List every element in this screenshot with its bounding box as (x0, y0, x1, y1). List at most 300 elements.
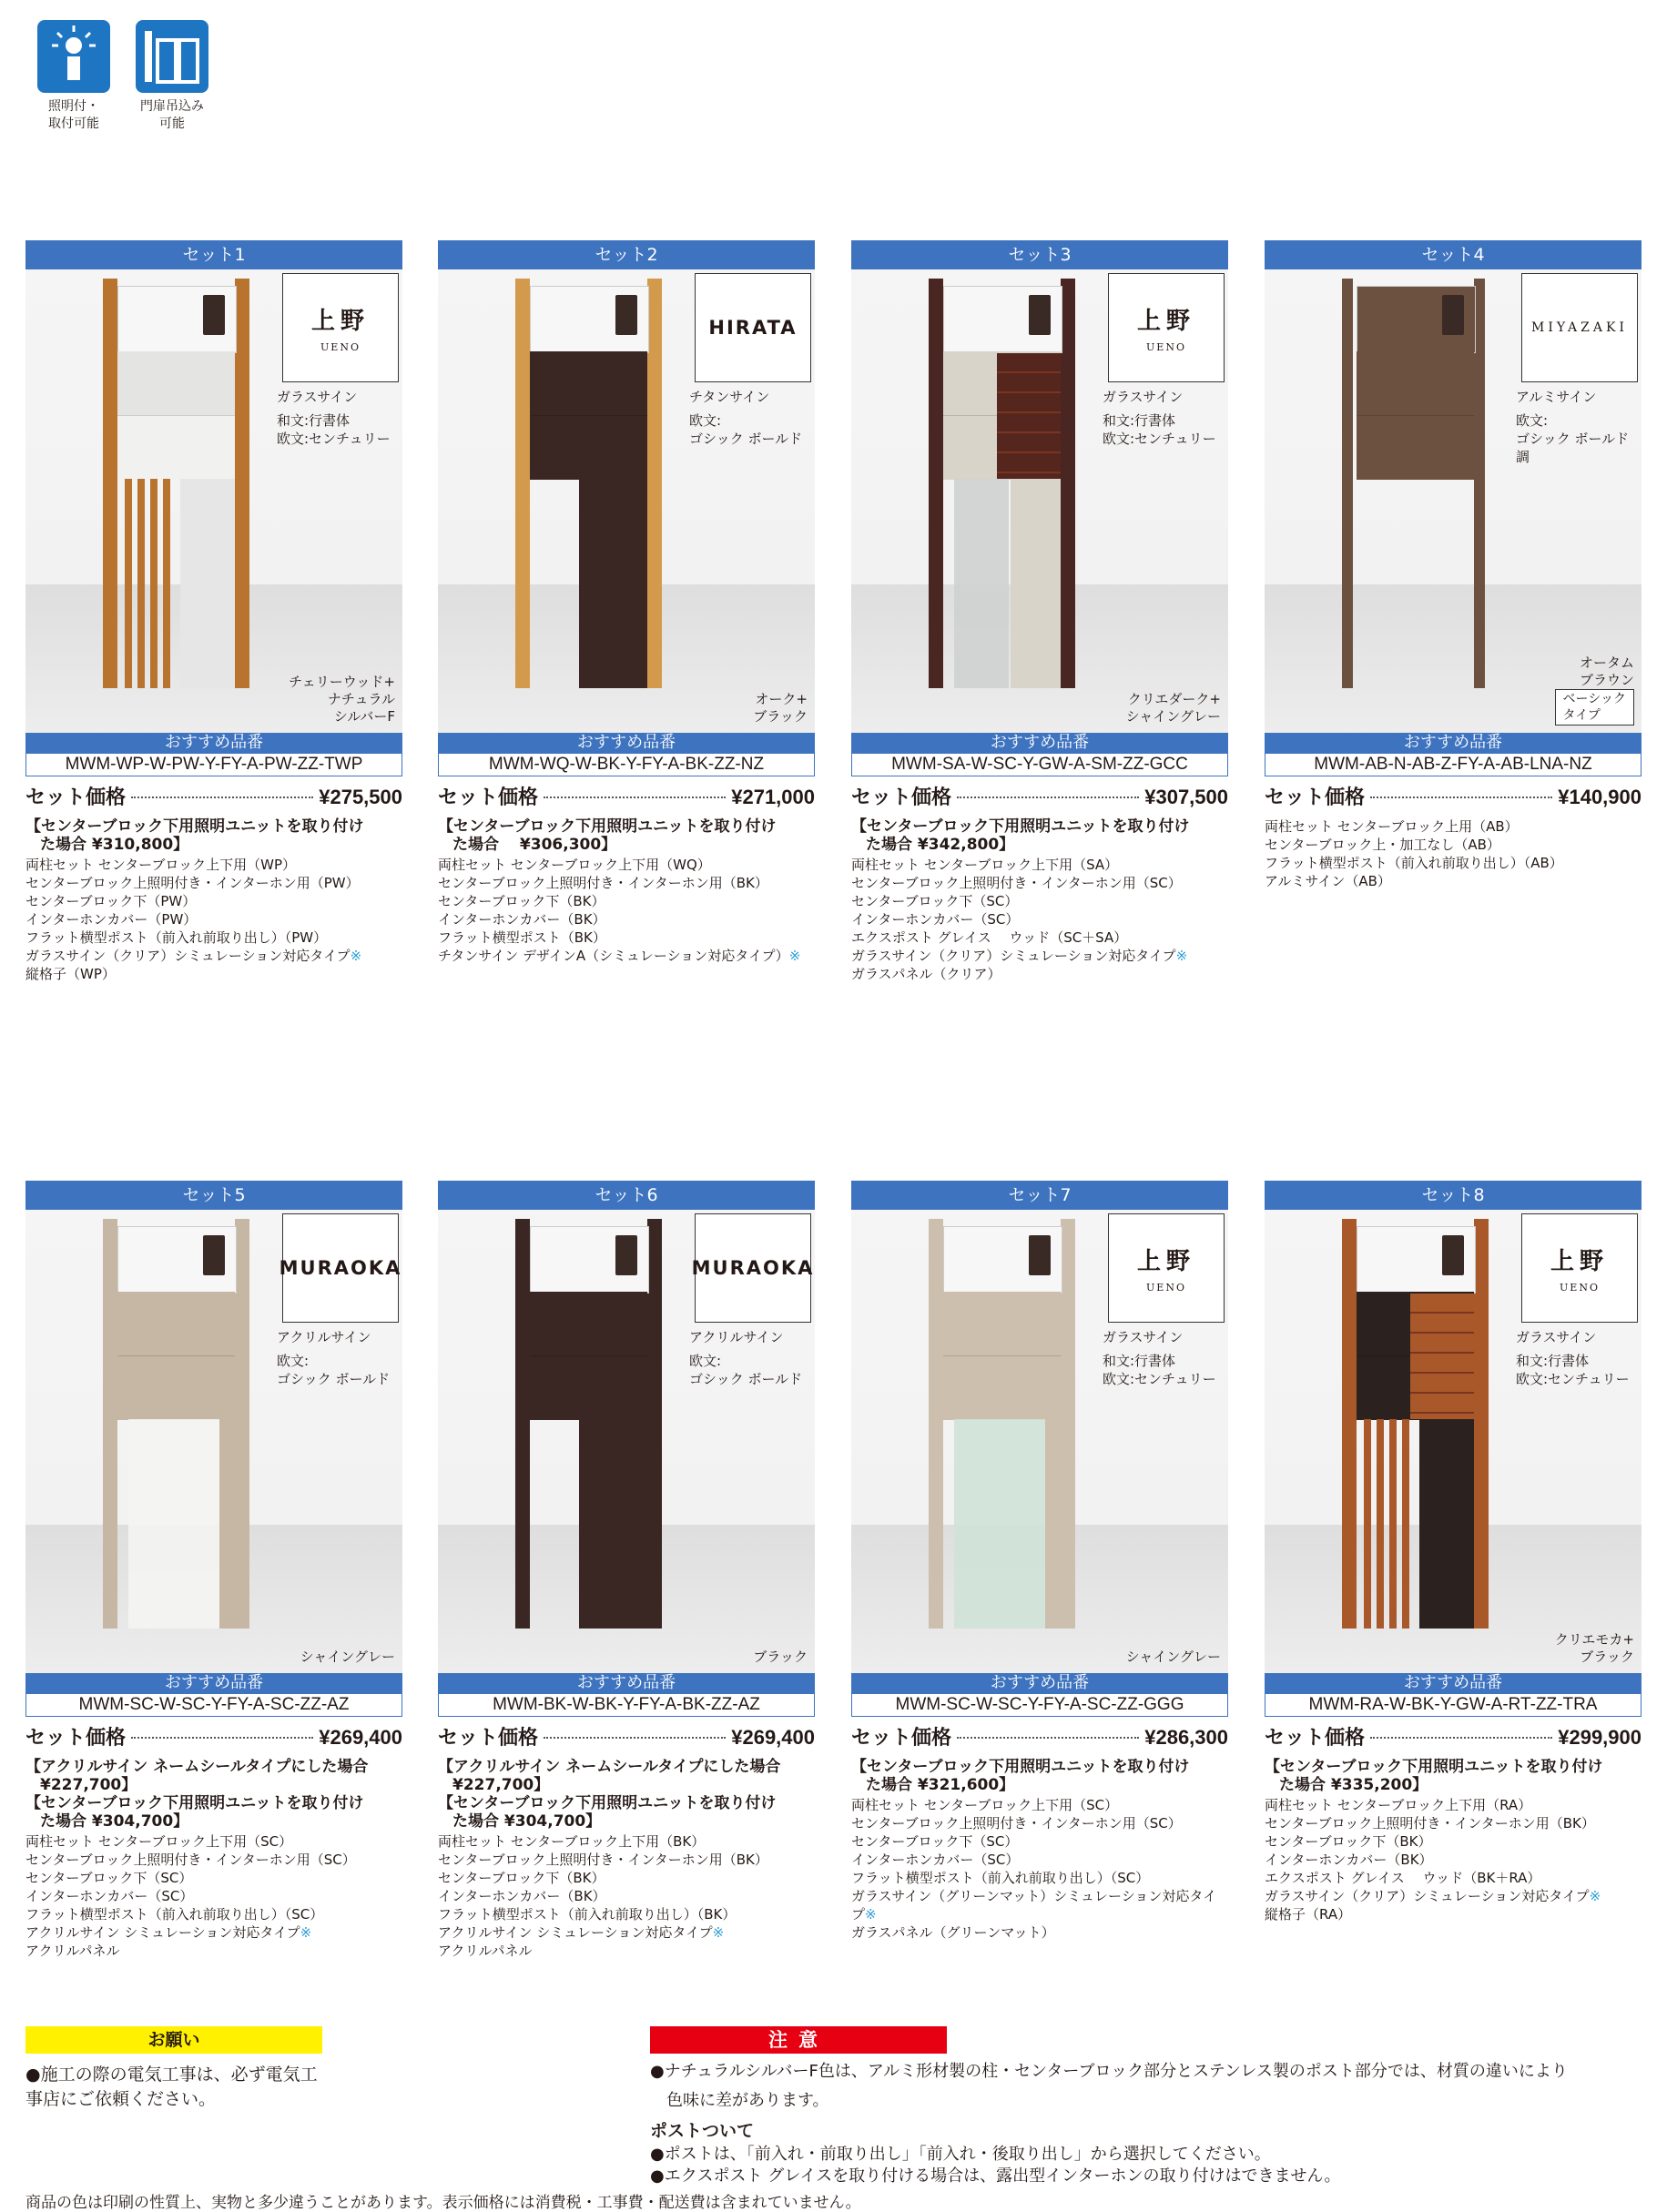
price-label: セット価格 (438, 786, 539, 809)
note-mark: ※ (788, 948, 801, 964)
option-line: 【センターブロック下用照明ユニットを取り付け (1265, 1758, 1603, 1776)
intercom (1029, 295, 1051, 335)
center-panel (954, 479, 1009, 688)
product-photo (1265, 269, 1641, 733)
basic-type-tag: ベーシック タイプ (1555, 689, 1634, 725)
gate-feature (129, 20, 215, 133)
component-item: フラット横型ポスト（BK） (438, 929, 606, 946)
mailbox-upper (117, 1292, 235, 1355)
component-item: センターブロック下（BK） (1265, 1833, 1432, 1850)
intercom (1442, 295, 1464, 335)
set-card-6 (438, 1181, 815, 1960)
recommend-label: おすすめ品番 (438, 733, 815, 753)
component-item: センターブロック上照明付き・インターホン用（BK） (438, 875, 768, 891)
sign-sample (1521, 273, 1638, 382)
sign-desc-line: 欧文:センチュリー (1103, 1371, 1216, 1387)
component-item: フラット横型ポスト（前入れ前取り出し）（PW） (25, 929, 328, 946)
post-left (515, 1219, 530, 1629)
option-line: た場合 ¥304,700】 (40, 1812, 189, 1831)
component-item: センターブロック上照明付き・インターホン用（SC） (851, 875, 1182, 891)
component-item: アクリルパネル (438, 1943, 533, 1959)
option-line: 【センターブロック下用照明ユニットを取り付け (851, 1758, 1190, 1776)
component-list (1265, 817, 1641, 890)
post-left (103, 279, 117, 688)
sign-subname: UENO (1146, 1282, 1186, 1294)
color-name: オーク+ (755, 691, 808, 707)
component-item: センターブロック上照明付き・インターホン用（SC） (851, 1815, 1182, 1831)
set-price: ¥140,900 (1558, 786, 1641, 808)
color-name: シャイングレー (1125, 1649, 1221, 1665)
component-item: センターブロック上・加工なし（AB） (1265, 837, 1500, 853)
component-item: チタンサイン デザインA（シミュレーション対応タイプ）※ (438, 948, 801, 964)
set-card-1 (25, 240, 402, 983)
price-leader (544, 797, 726, 798)
color-label (753, 691, 808, 725)
caution-text-1: ●ナチュラルシルバーF色は、アルミ形材製の柱・センターブロック部分とステンレス製のポスト部分では、材質の違いにより (650, 2062, 1568, 2081)
option-line: た場合 ¥342,800】 (866, 836, 1015, 854)
support-panel (1419, 1419, 1474, 1629)
set-price-row (1265, 1722, 1641, 1750)
set-price-row (851, 782, 1228, 810)
support-panel (219, 1419, 235, 1629)
sign-description (277, 1328, 399, 1388)
color-name: ブラック (753, 708, 808, 725)
component-item: センターブロック下（SC） (851, 893, 1019, 909)
color-name: ブラック (1580, 1649, 1634, 1665)
sign-desc-line: 和文:行書体 (277, 412, 351, 429)
component-item: ガラスサイン（クリア）シミュレーション対応タイプ※ (25, 948, 362, 964)
support-panel (1045, 1419, 1061, 1629)
component-item: フラット横型ポスト（前入れ前取り出し）（SC） (851, 1870, 1150, 1886)
component-item: 両柱セット センターブロック上下用（SC） (851, 1797, 1119, 1813)
component-list (438, 856, 815, 965)
gate-caption: 門扉吊込み 可能 (140, 99, 204, 131)
sign-name: 上野 (1136, 308, 1195, 335)
set-title: セット8 (1265, 1181, 1641, 1210)
option-line: 【センターブロック下用照明ユニットを取り付け (25, 817, 364, 836)
lattice-slat (1389, 1419, 1397, 1629)
sign-name: MURAOKA (279, 1257, 402, 1279)
sign-sample (691, 1213, 815, 1323)
lattice-slat (125, 479, 132, 688)
post-right (647, 1219, 662, 1629)
price-label: セット価格 (851, 1727, 952, 1750)
mailbox-upper (117, 351, 235, 415)
component-item: センターブロック上照明付き・インターホン用（BK） (1265, 1815, 1595, 1831)
sign-desc-line: アクリルサイン (277, 1329, 371, 1345)
sign-description (689, 388, 811, 448)
intercom (203, 295, 225, 335)
sign-subname: UENO (1560, 1282, 1600, 1294)
sign-sample (282, 273, 399, 382)
mailbox-lower (117, 1355, 235, 1420)
sign-description (689, 1328, 811, 1388)
color-label (289, 674, 395, 725)
component-item: 両柱セット センターブロック上下用（WP） (25, 857, 296, 873)
lattice-slat (163, 479, 170, 688)
component-item: 両柱セット センターブロック上下用（RA） (1265, 1797, 1532, 1813)
support-panel (1011, 479, 1061, 688)
sign-desc-line: 欧文: (277, 1353, 310, 1369)
sign-description (1103, 1328, 1225, 1388)
sign-description (1103, 388, 1225, 448)
component-item: インターホンカバー（SC） (25, 1888, 194, 1904)
sign-desc-line: ガラスサイン (277, 389, 358, 405)
price-leader (131, 1737, 313, 1739)
sign-desc-line: ガラスサイン (1516, 1329, 1597, 1345)
set-price: ¥307,500 (1144, 786, 1228, 808)
sign-sample (1108, 1213, 1225, 1323)
price-leader (957, 1737, 1139, 1739)
note-mark: ※ (712, 1924, 725, 1941)
post-right (1061, 1219, 1075, 1629)
component-item: インターホンカバー（SC） (851, 1852, 1020, 1868)
center-panel (128, 1419, 219, 1629)
support-panel (579, 1419, 647, 1629)
component-item: インターホンカバー（PW） (25, 911, 198, 928)
set-card-7 (851, 1181, 1228, 1942)
note-mark: ※ (1175, 948, 1188, 964)
component-item: インターホンカバー（BK） (438, 911, 606, 928)
color-label (1555, 1631, 1634, 1666)
support-panel (579, 479, 647, 688)
set-title: セット4 (1265, 240, 1641, 269)
model-number: MWM-BK-W-BK-Y-FY-A-BK-ZZ-AZ (438, 1693, 815, 1717)
sign-desc-line: ゴシック ボールド (689, 431, 803, 447)
product-photo (25, 1210, 402, 1673)
intercom (1029, 1235, 1051, 1275)
price-label: セット価格 (1265, 786, 1366, 809)
mailbox-lower (943, 1355, 1061, 1420)
mailbox-lower (530, 415, 647, 480)
price-label: セット価格 (25, 1727, 127, 1750)
option-line: ¥227,700】 (452, 1776, 550, 1794)
sign-subname: UENO (320, 341, 361, 353)
sign-sample (1521, 1213, 1638, 1323)
component-item: センターブロック上照明付き・インターホン用（BK） (438, 1852, 768, 1868)
option-price-note (438, 1758, 815, 1831)
color-name: クリエダーク+ (1127, 691, 1221, 707)
model-number: MWM-SA-W-SC-Y-GW-A-SM-ZZ-GCC (851, 753, 1228, 776)
component-list (851, 1796, 1228, 1942)
component-list (25, 856, 402, 983)
note-mark: ※ (1589, 1888, 1601, 1904)
request-section (25, 2026, 322, 2110)
sign-desc-line: 欧文:センチュリー (277, 431, 391, 447)
product-photo (851, 269, 1228, 733)
feature-icons (31, 20, 215, 133)
mailbox-lower (530, 1355, 647, 1420)
set-price-row (25, 782, 402, 810)
post-right (647, 279, 662, 688)
lattice-slat (137, 479, 145, 688)
sign-desc-line: 欧文: (689, 1353, 722, 1369)
component-item: 縦格子（WP） (25, 966, 116, 982)
model-number: MWM-AB-N-AB-Z-FY-A-AB-LNA-NZ (1265, 753, 1641, 776)
color-label (1126, 691, 1221, 725)
component-item: アクリルパネル (25, 1943, 120, 1959)
sign-description (1516, 1328, 1638, 1388)
sign-desc-line: 和文:行書体 (1103, 1353, 1176, 1369)
lattice-slat (1377, 1419, 1384, 1629)
post-right (235, 279, 249, 688)
color-name: クリエモカ+ (1554, 1631, 1634, 1648)
component-item: センターブロック下（SC） (25, 1870, 193, 1886)
component-item: ガラスサイン（クリア）シミュレーション対応タイプ※ (851, 948, 1188, 964)
wood-panel (997, 353, 1061, 479)
option-line: 【センターブロック下用照明ユニットを取り付け (25, 1794, 364, 1812)
option-price-note (1265, 1758, 1641, 1794)
recommend-label: おすすめ品番 (438, 1673, 815, 1693)
color-name: ブラック (753, 1649, 808, 1665)
support-panel (180, 479, 235, 688)
model-number: MWM-SC-W-SC-Y-FY-A-SC-ZZ-AZ (25, 1693, 402, 1717)
post-text-1: ●ポストは、「前入れ・前取り出し」「前入れ・後取り出し」から選択してください。 (650, 2145, 1271, 2164)
price-leader (1370, 1737, 1552, 1739)
post-left (929, 279, 943, 688)
option-price-note (25, 817, 402, 854)
set-price-row (438, 1722, 815, 1750)
sign-subname: UENO (1146, 341, 1186, 353)
request-text: ●施工の際の電気工事は、必ず電気工事店にご依頼ください。 (25, 2065, 318, 2109)
component-item: センターブロック上照明付き・インターホン用（SC） (25, 1852, 356, 1868)
color-label (300, 1649, 395, 1666)
option-line: 【センターブロック下用照明ユニットを取り付け (851, 817, 1190, 836)
option-line: た場合 ¥310,800】 (40, 836, 189, 854)
component-item: アルミサイン（AB） (1265, 873, 1391, 889)
option-line: 【センターブロック下用照明ユニットを取り付け (438, 1794, 777, 1812)
option-line: 【アクリルサイン ネームシールタイプにした場合 (25, 1758, 369, 1776)
color-name: シルバーF (333, 708, 395, 725)
product-photo (438, 1210, 815, 1673)
sign-name: MIYAZAKI (1531, 320, 1628, 335)
product-photo (851, 1210, 1228, 1673)
component-item: 両柱セット センターブロック上下用（SA） (851, 857, 1119, 873)
color-label (1555, 654, 1634, 725)
mailbox-upper (943, 1292, 1061, 1355)
sign-name: HIRATA (708, 317, 798, 339)
set-price-row (25, 1722, 402, 1750)
set-price: ¥286,300 (1144, 1726, 1228, 1749)
price-label: セット価格 (25, 786, 127, 809)
intercom (1442, 1235, 1464, 1275)
component-item: センターブロック下（BK） (438, 893, 605, 909)
post-left (929, 1219, 943, 1629)
request-title: お願い (25, 2026, 322, 2054)
post-left (515, 279, 530, 688)
sign-desc-line: 欧文: (1516, 412, 1549, 429)
set-price: ¥299,900 (1558, 1726, 1641, 1749)
sign-desc-line: ゴシック ボールド調 (1516, 431, 1630, 465)
option-line: た場合 ¥304,700】 (452, 1812, 602, 1831)
mailbox-upper (530, 351, 647, 415)
mailbox-lower (1357, 415, 1474, 480)
set-price: ¥269,400 (319, 1726, 402, 1749)
component-list (1265, 1796, 1641, 1923)
recommend-label: おすすめ品番 (1265, 733, 1641, 753)
model-number: MWM-SC-W-SC-Y-FY-A-SC-ZZ-GGG (851, 1693, 1228, 1717)
lighting-caption: 照明付・ 取付可能 (48, 99, 99, 131)
sign-desc-line: ゴシック ボールド (689, 1371, 803, 1387)
set-title: セット6 (438, 1181, 815, 1210)
color-name: シャイングレー (300, 1649, 395, 1665)
component-item: センターブロック下（PW） (25, 893, 197, 909)
component-item: エクスポスト グレイス ウッド（SC＋SA） (851, 929, 1128, 946)
note-mark: ※ (300, 1924, 312, 1941)
post-left (1342, 279, 1353, 688)
set-price-row (438, 782, 815, 810)
set-title: セット5 (25, 1181, 402, 1210)
intercom (615, 1235, 637, 1275)
component-item: センターブロック下（BK） (438, 1870, 605, 1886)
component-item: ガラスサイン（クリア）シミュレーション対応タイプ※ (1265, 1888, 1601, 1904)
post-left (103, 1219, 117, 1629)
recommend-label: おすすめ品番 (25, 1673, 402, 1693)
intercom (615, 295, 637, 335)
option-line: た場合 ¥306,300】 (452, 836, 617, 854)
color-label (753, 1649, 808, 1666)
component-list (438, 1832, 815, 1960)
color-name: ブラウン (1579, 672, 1634, 688)
set-card-5 (25, 1181, 402, 1960)
sign-desc-line: 和文:行書体 (1103, 412, 1176, 429)
sign-desc-line: ガラスサイン (1103, 1329, 1184, 1345)
sign-name: MURAOKA (691, 1257, 815, 1279)
component-item: 両柱セット センターブロック上下用（WQ） (438, 857, 711, 873)
component-item: ガラスサイン（グリーンマット）シミュレーション対応タイプ※ (851, 1888, 1217, 1923)
sign-desc-line: アクリルサイン (689, 1329, 784, 1345)
component-item: インターホンカバー（BK） (1265, 1852, 1433, 1868)
post-right (1474, 1219, 1489, 1629)
component-list (25, 1832, 402, 1960)
set-price-row (1265, 782, 1641, 810)
mailbox-upper (1357, 351, 1474, 415)
mailbox-upper (530, 1292, 647, 1355)
price-label: セット価格 (851, 786, 952, 809)
sign-description (277, 388, 399, 448)
sign-sample (695, 273, 811, 382)
model-number: MWM-WQ-W-BK-Y-FY-A-BK-ZZ-NZ (438, 753, 815, 776)
component-item: 縦格子（RA） (1265, 1906, 1352, 1923)
option-line: 【センターブロック下用照明ユニットを取り付け (438, 817, 777, 836)
set-title: セット2 (438, 240, 815, 269)
component-item: 両柱セット センターブロック上用（AB） (1265, 818, 1519, 835)
lattice-slat (1364, 1419, 1371, 1629)
set-title: セット3 (851, 240, 1228, 269)
component-item: フラット横型ポスト（前入れ前取り出し）（BK） (438, 1906, 737, 1923)
gate-door-icon (136, 20, 208, 93)
sign-name: 上野 (1550, 1248, 1609, 1275)
product-photo (1265, 1210, 1641, 1673)
bottom-note: 商品の色は印刷の性質上、実物と多少違うことがあります。表示価格には消費税・工事費・配送費は含まれていません。 (25, 2194, 861, 2212)
option-price-note (851, 1758, 1228, 1794)
option-price-note (25, 1758, 402, 1831)
recommend-label: おすすめ品番 (25, 733, 402, 753)
sign-description (1516, 388, 1638, 466)
sign-name: 上野 (310, 308, 370, 335)
set-card-3 (851, 240, 1228, 983)
set-price: ¥275,500 (319, 786, 402, 808)
caution-text-2: 色味に差があります。 (666, 2091, 829, 2110)
price-leader (957, 797, 1139, 798)
recommend-label: おすすめ品番 (851, 733, 1228, 753)
product-photo (438, 269, 815, 733)
intercom (203, 1235, 225, 1275)
component-item: エクスポスト グレイス ウッド（BK＋RA） (1265, 1870, 1541, 1886)
sign-desc-line: 欧文:センチュリー (1516, 1371, 1630, 1387)
set-title: セット7 (851, 1181, 1228, 1210)
sign-sample (279, 1213, 402, 1323)
sign-desc-line: ガラスサイン (1103, 389, 1184, 405)
sign-desc-line: アルミサイン (1516, 389, 1597, 405)
center-panel (954, 1419, 1045, 1629)
component-item: ガラスパネル（グリーンマット） (851, 1924, 1055, 1941)
component-item: 両柱セット センターブロック上下用（SC） (25, 1833, 293, 1850)
component-item: インターホンカバー（SC） (851, 911, 1020, 928)
lattice-slat (150, 479, 158, 688)
post-left (1342, 1219, 1357, 1629)
option-line: ¥227,700】 (40, 1776, 137, 1794)
wood-panel (1410, 1294, 1474, 1419)
model-number: MWM-WP-W-PW-Y-FY-A-PW-ZZ-TWP (25, 753, 402, 776)
model-number: MWM-RA-W-BK-Y-GW-A-RT-ZZ-TRA (1265, 1693, 1641, 1717)
price-label: セット価格 (438, 1727, 539, 1750)
component-item: センターブロック上照明付き・インターホン用（PW） (25, 875, 360, 891)
color-name: チェリーウッド+ (289, 674, 395, 690)
component-item: アクリルサイン シミュレーション対応タイプ※ (438, 1924, 725, 1941)
product-photo (25, 269, 402, 733)
component-item: 両柱セット センターブロック上下用（BK） (438, 1833, 706, 1850)
sign-desc-line: チタンサイン (689, 389, 770, 405)
lighting-feature (31, 20, 117, 133)
post-text-2: ●エクスポスト グレイスを取り付ける場合は、露出型インターホンの取り付けはできません。 (650, 2166, 1341, 2186)
sign-desc-line: 和文:行書体 (1516, 1353, 1590, 1369)
option-line: た場合 ¥321,600】 (866, 1776, 1015, 1794)
caution-section (650, 2026, 1642, 2187)
component-list (851, 856, 1228, 983)
option-price-note (438, 817, 815, 854)
set-card-8 (1265, 1181, 1641, 1923)
price-leader (131, 797, 313, 798)
component-item: アクリルサイン シミュレーション対応タイプ※ (25, 1924, 312, 1941)
post-right (235, 1219, 249, 1629)
sign-desc-line: 欧文:センチュリー (1103, 431, 1216, 447)
color-name: ナチュラル (327, 691, 395, 707)
post-title: ポストついて (650, 2121, 755, 2141)
option-price-note (851, 817, 1228, 854)
sign-desc-line: 欧文: (689, 412, 722, 429)
set-price-row (851, 1722, 1228, 1750)
recommend-label: おすすめ品番 (851, 1673, 1228, 1693)
set-card-2 (438, 240, 815, 965)
color-name: オータム (1579, 654, 1634, 671)
component-item: フラット横型ポスト（前入れ前取り出し）（SC） (25, 1906, 324, 1923)
price-leader (1370, 797, 1552, 798)
recommend-label: おすすめ品番 (1265, 1673, 1641, 1693)
note-mark: ※ (350, 948, 362, 964)
price-leader (544, 1737, 726, 1739)
sign-desc-line: ゴシック ボールド (277, 1371, 391, 1387)
lighting-icon (37, 20, 110, 93)
option-line: 【アクリルサイン ネームシールタイプにした場合 (438, 1758, 781, 1776)
sign-sample (1108, 273, 1225, 382)
sign-name: 上野 (1136, 1248, 1195, 1275)
component-item: センターブロック下（SC） (851, 1833, 1019, 1850)
price-label: セット価格 (1265, 1727, 1366, 1750)
component-item: インターホンカバー（BK） (438, 1888, 606, 1904)
component-item: ガラスパネル（クリア） (851, 966, 1001, 982)
set-price: ¥271,000 (731, 786, 815, 808)
